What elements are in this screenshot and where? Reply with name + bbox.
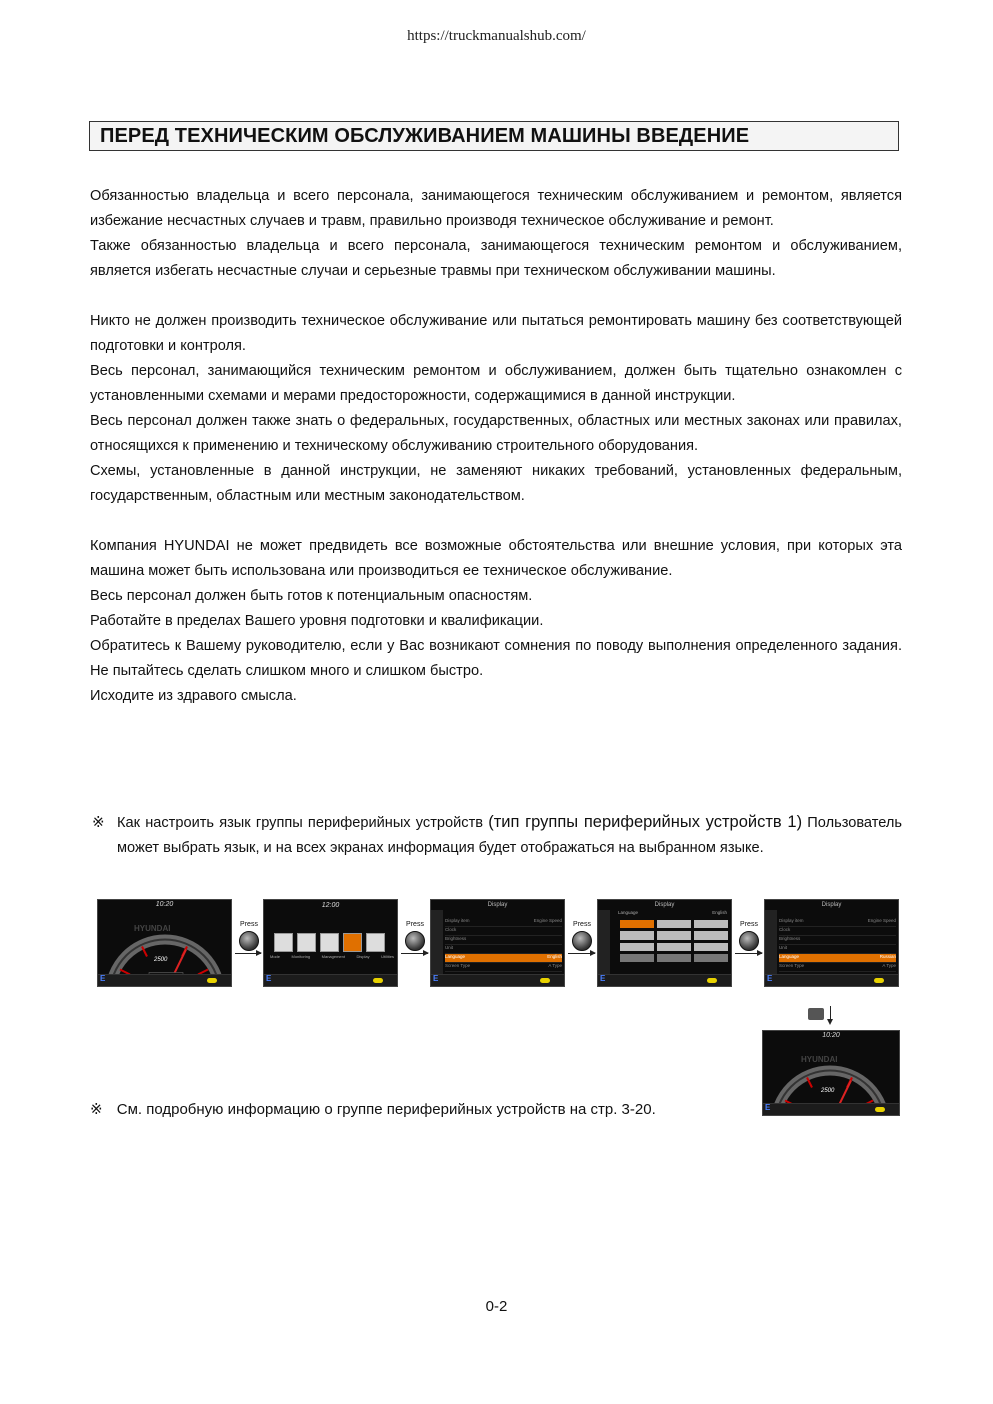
gauge-rpm: 2500	[821, 1088, 835, 1094]
press-button-3[interactable]: Press	[567, 921, 597, 961]
display-row-label: Brightness	[445, 936, 467, 941]
paragraph: Обязанностью владельца и всего персонала, занимающегося техническим обслуживанием и ремонтом, является избежание несчастных случаев и травм, правильно производя техническое обслуживание и ремонт.	[90, 188, 902, 229]
paragraph: Компания HYUNDAI не может предвидеть все возможные обстоятельства или внешние условия, при которых эта машина может быть использована или производиться ее техническое обслуживание.	[90, 538, 902, 579]
language-option[interactable]	[694, 943, 728, 951]
display-row-label: Clock	[445, 927, 457, 932]
language-grid	[620, 920, 728, 962]
paragraph: Весь персонал должен быть готов к потенциальным опасностям.	[90, 588, 533, 604]
language-select-screen: Display Language English E	[597, 899, 732, 987]
gauge-brand: HYUNDAI	[801, 1055, 838, 1064]
section-title: ПЕРЕД ТЕХНИЧЕСКИМ ОБСЛУЖИВАНИЕМ МАШИНЫ ВВЕДЕНИЕ	[100, 125, 750, 147]
arrow-down-icon	[830, 1006, 831, 1020]
reference-note	[90, 1100, 656, 1118]
paragraph: Работайте в пределах Вашего уровня подготовки и квалификации.	[90, 613, 544, 629]
display-header: Display	[821, 902, 842, 908]
display-tile-icon[interactable]	[343, 933, 362, 952]
language-row[interactable]	[779, 954, 896, 963]
display-row-value: A Type	[882, 963, 896, 968]
press-button-2[interactable]: Press	[400, 921, 430, 961]
language-row[interactable]	[445, 954, 562, 963]
jog-dial-icon	[239, 931, 259, 951]
language-option[interactable]	[657, 931, 691, 939]
section-title-box	[89, 121, 899, 151]
language-option[interactable]	[694, 920, 728, 928]
note-lead: Как настроить язык группы периферийных устройств	[117, 815, 484, 831]
language-option[interactable]	[620, 920, 654, 928]
paragraph: Обратитесь к Вашему руководителю, если у Вас возникают сомнения по поводу выполнения определенного задания. Не пытайтесь сделать слишком много и слишком быстро.	[90, 638, 902, 679]
mode-tile-icon[interactable]	[274, 933, 293, 952]
display-menu-updated-screen: Display Display item Engine Speed Clock Brightness Unit Language Russian Screen Type A Type E	[764, 899, 899, 987]
management-tile-icon[interactable]	[320, 933, 339, 952]
gauge-brand: HYUNDAI	[134, 924, 171, 933]
display-row-label: Brightness	[779, 936, 801, 941]
main-menu-screen: 12:00 Mode Monitoring Management Display Utilities E	[263, 899, 398, 987]
display-row-label: Clock	[779, 927, 791, 932]
display-row-value: English	[547, 954, 562, 959]
menu-sidebar	[431, 910, 443, 975]
language-option[interactable]	[620, 931, 654, 939]
display-menu-screen: Display Display item Engine Speed Clock Brightness Unit Language English Screen Type A Type E	[430, 899, 565, 987]
press-button-4[interactable]: Press	[734, 921, 764, 961]
display-row-label: Unit	[445, 945, 454, 950]
jog-dial-icon	[739, 931, 759, 951]
tile-label: Utilities	[381, 954, 394, 959]
reference-text: См. подробную информацию о группе периферийных устройств на стр. 3-20.	[116, 1101, 656, 1118]
display-header: Display	[654, 902, 675, 908]
language-option[interactable]	[657, 954, 691, 962]
display-row-label: Language	[445, 954, 466, 959]
language-option[interactable]	[657, 920, 691, 928]
menu-clock: 12:00	[321, 902, 340, 909]
tile-label: Display	[356, 954, 370, 959]
display-row-value: Engine Speed	[533, 918, 562, 923]
display-row-value: Engine Speed	[867, 918, 896, 923]
paragraph: Схемы, установленные в данной инструкции, не заменяют никаких требований, установленных федеральным, государственным, областным или местным законодательством.	[90, 463, 902, 504]
language-option[interactable]	[620, 943, 654, 951]
jog-dial-icon	[572, 931, 592, 951]
gauge-clock: 10:20	[155, 901, 174, 908]
utilities-tile-icon[interactable]	[366, 933, 385, 952]
gauge-clock: 10:20	[822, 1032, 840, 1039]
press-button-1[interactable]: Press	[234, 921, 264, 961]
language-note	[90, 810, 902, 861]
arrow-right-icon	[568, 953, 595, 954]
reference-mark-icon: ※	[92, 814, 105, 831]
menu-sidebar	[765, 910, 777, 975]
tile-label: Management	[321, 954, 345, 959]
reference-mark-icon: ※	[90, 1101, 103, 1118]
note-body: Пользователь может выбрать язык, и на всех экранах информация будет отображаться на выбранном языке.	[117, 815, 902, 856]
tile-label: Monitoring	[291, 954, 311, 959]
display-row-label: Screen Type	[779, 963, 805, 968]
arrow-right-icon	[401, 953, 428, 954]
monitoring-tile-icon[interactable]	[297, 933, 316, 952]
header-url[interactable]: https://truckmanualshub.com/	[407, 28, 586, 44]
paragraph: Никто не должен производить техническое обслуживание или пытаться ремонтировать машину без соответствующей подготовки и контроля.	[90, 313, 902, 354]
gauge-screen: 10:20 HYUNDAI 2500 E	[97, 899, 232, 987]
language-option[interactable]	[657, 943, 691, 951]
gauge-screen-final: 10:20 HYUNDAI 2500 E	[762, 1030, 900, 1116]
note-lead-type: (тип группы периферийных устройств 1)	[488, 813, 803, 831]
jog-dial-icon	[405, 931, 425, 951]
language-option[interactable]	[694, 954, 728, 962]
language-option[interactable]	[620, 954, 654, 962]
display-row-label: Screen Type	[445, 963, 471, 968]
intro-text	[90, 184, 902, 709]
escape-key-icon[interactable]	[808, 1008, 824, 1020]
display-header: Display	[487, 902, 508, 908]
gauge-rpm: 2500	[154, 957, 168, 963]
page-number: 0-2	[485, 1298, 508, 1315]
menu-sidebar	[598, 910, 610, 975]
display-row-label: Unit	[779, 945, 788, 950]
paragraph: Весь персонал должен также знать о федеральных, государственных, областных или местных законах или правилах, относящихся к применению и техническому обслуживанию строительного оборудования.	[90, 413, 902, 454]
paragraph: Весь персонал, занимающийся техническим ремонтом и обслуживанием, должен быть тщательно ознакомлен с установленными схемами и мерами предосторожности, содержащимися в данной инструкции.	[90, 363, 902, 404]
paragraph: Исходите из здравого смысла.	[90, 688, 297, 704]
tile-label: Mode	[270, 954, 281, 959]
display-row-value: A Type	[548, 963, 562, 968]
language-setup-sequence	[97, 899, 902, 991]
display-row-value: Russian	[879, 954, 896, 959]
language-header: Language	[618, 910, 639, 915]
language-option[interactable]	[694, 931, 728, 939]
display-row-label: Display item	[779, 918, 804, 923]
paragraph: Также обязанностью владельца и всего персонала, занимающегося техническим ремонтом и обслуживанием, является избегать несчастные случаи и серьезные травмы при техническом обслуживании машины.	[90, 238, 902, 279]
language-current: English	[712, 910, 727, 915]
display-row-label: Display item	[445, 918, 470, 923]
arrow-right-icon	[235, 953, 261, 954]
display-row-label: Language	[779, 954, 800, 959]
arrow-right-icon	[735, 953, 762, 954]
